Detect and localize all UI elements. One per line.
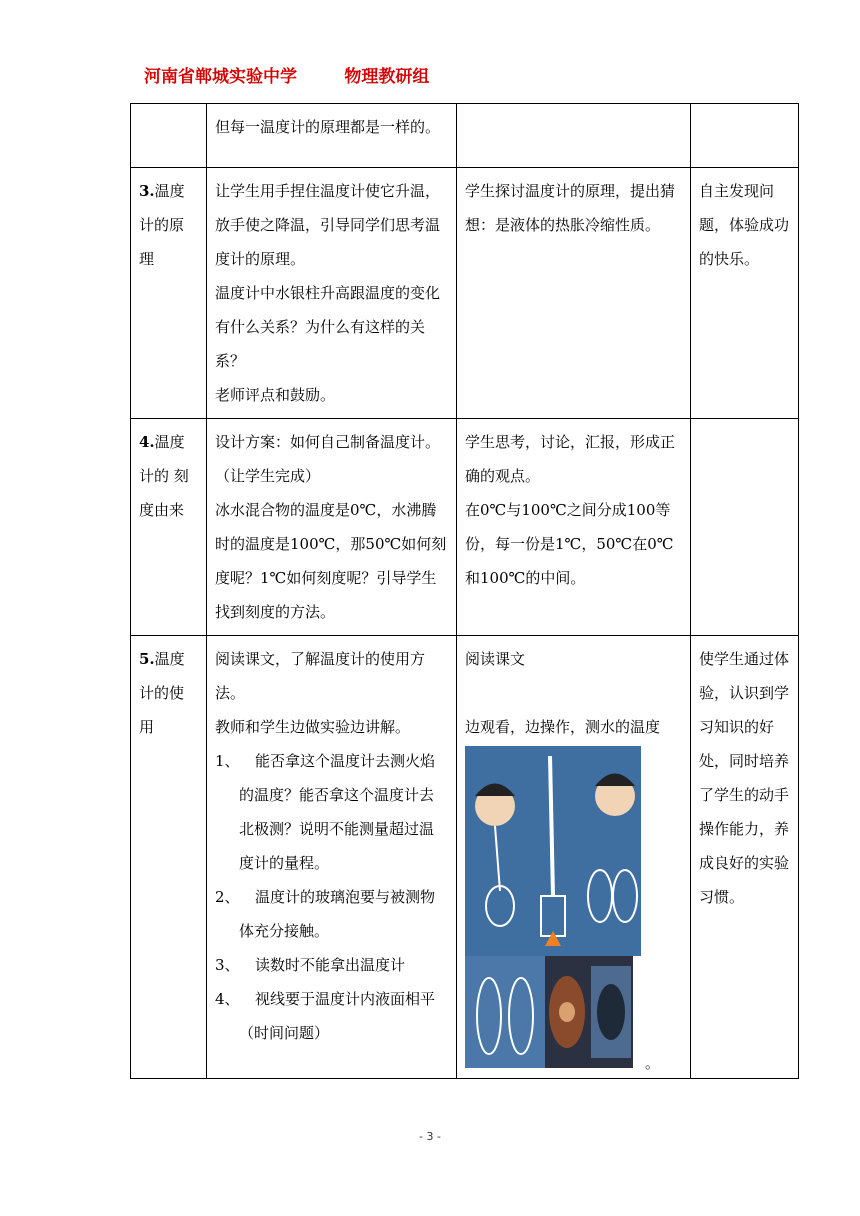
intent-text: 自主发现问题，体验成功的快乐。 [699,182,790,268]
design-intent-cell [691,104,799,168]
teacher-activity-cell [207,419,457,636]
student-text: 学生思考，讨论，汇报，形成正确的观点。 [465,433,676,485]
design-intent-cell [691,168,799,419]
page-number: - 3 - [419,1130,441,1143]
intent-text: 使学生通过体验，认识到学习知识的好处，同时培养了学生的动手操作能力，养成良好的实验习惯。 [699,650,790,906]
school-name: 河南省郸城实验中学 [144,67,297,87]
step-title: 3.温度计的原理 [139,182,185,268]
student-activity-cell [457,636,691,1079]
lesson-table [130,103,799,1079]
thermometer-usage-image [465,746,641,956]
teacher-text: 温度计中水银柱升高跟温度的变化有什么关系？为什么有这样的关系？ [215,284,441,370]
table-row [131,636,799,1079]
page-header [144,62,429,87]
end-mark: 。 [645,1054,661,1072]
teacher-text: 设计方案：如何自己制备温度计。（让学生完成） [215,433,441,485]
group-name: 物理教研组 [344,67,430,87]
student-activity-cell [457,168,691,419]
teacher-text: 冰水混合物的温度是0℃，水沸腾时的温度是100℃，那50℃如何刻度呢？1℃如何刻度呢？引导学生找到刻度的方法。 [215,501,447,621]
list-item: 3、 读数时不能拿出温度计 [215,956,406,974]
table-row [131,419,799,636]
student-text: 边观看，边操作，测水的温度 [465,718,661,736]
thermometer-illustration [465,746,677,1072]
step-title: 4.温度计的 刻度由来 [139,433,189,519]
design-intent-cell [691,636,799,1079]
step-cell [131,168,207,419]
teacher-text: 但每一温度计的原理都是一样的。 [215,118,441,136]
teacher-activity-cell [207,168,457,419]
student-text: 学生探讨温度计的原理，提出猜想：是液体的热胀冷缩性质。 [465,182,676,234]
step-cell [131,419,207,636]
teacher-activity-cell [207,104,457,168]
table-row [131,104,799,168]
table-row [131,168,799,419]
teacher-activity-cell [207,636,457,1079]
design-intent-cell [691,419,799,636]
student-text: 在0℃与100℃之间分成100等份，每一份是1℃，50℃在0℃和100℃的中间。 [465,501,674,587]
list-item: 4、 视线要于温度计内液面相平（时间问题） [215,990,436,1042]
beakers-image [465,956,545,1068]
teacher-text: 老师评点和鼓励。 [215,386,336,404]
step-cell [131,636,207,1079]
student-activity-cell [457,419,691,636]
list-item: 1、 能否拿这个温度计去测火焰的温度？能否拿这个温度计去北极测？说明不能测量超过温度计的量程。 [215,752,436,872]
step-cell [131,104,207,168]
list-item: 2、 温度计的玻璃泡要与被测物体充分接触。 [215,888,436,940]
teacher-text: 让学生用手捏住温度计使它升温，放手使之降温，引导同学们思考温度计的原理。 [215,182,441,268]
teacher-text: 阅读课文，了解温度计的使用方法。 [215,650,426,702]
student-text: 阅读课文 [465,650,526,668]
student-activity-cell [457,104,691,168]
teacher-text: 教师和学生边做实验边讲解。 [215,718,411,736]
reading-photo-image [545,956,633,1068]
step-title: 5.温度计的使用 [139,650,185,736]
